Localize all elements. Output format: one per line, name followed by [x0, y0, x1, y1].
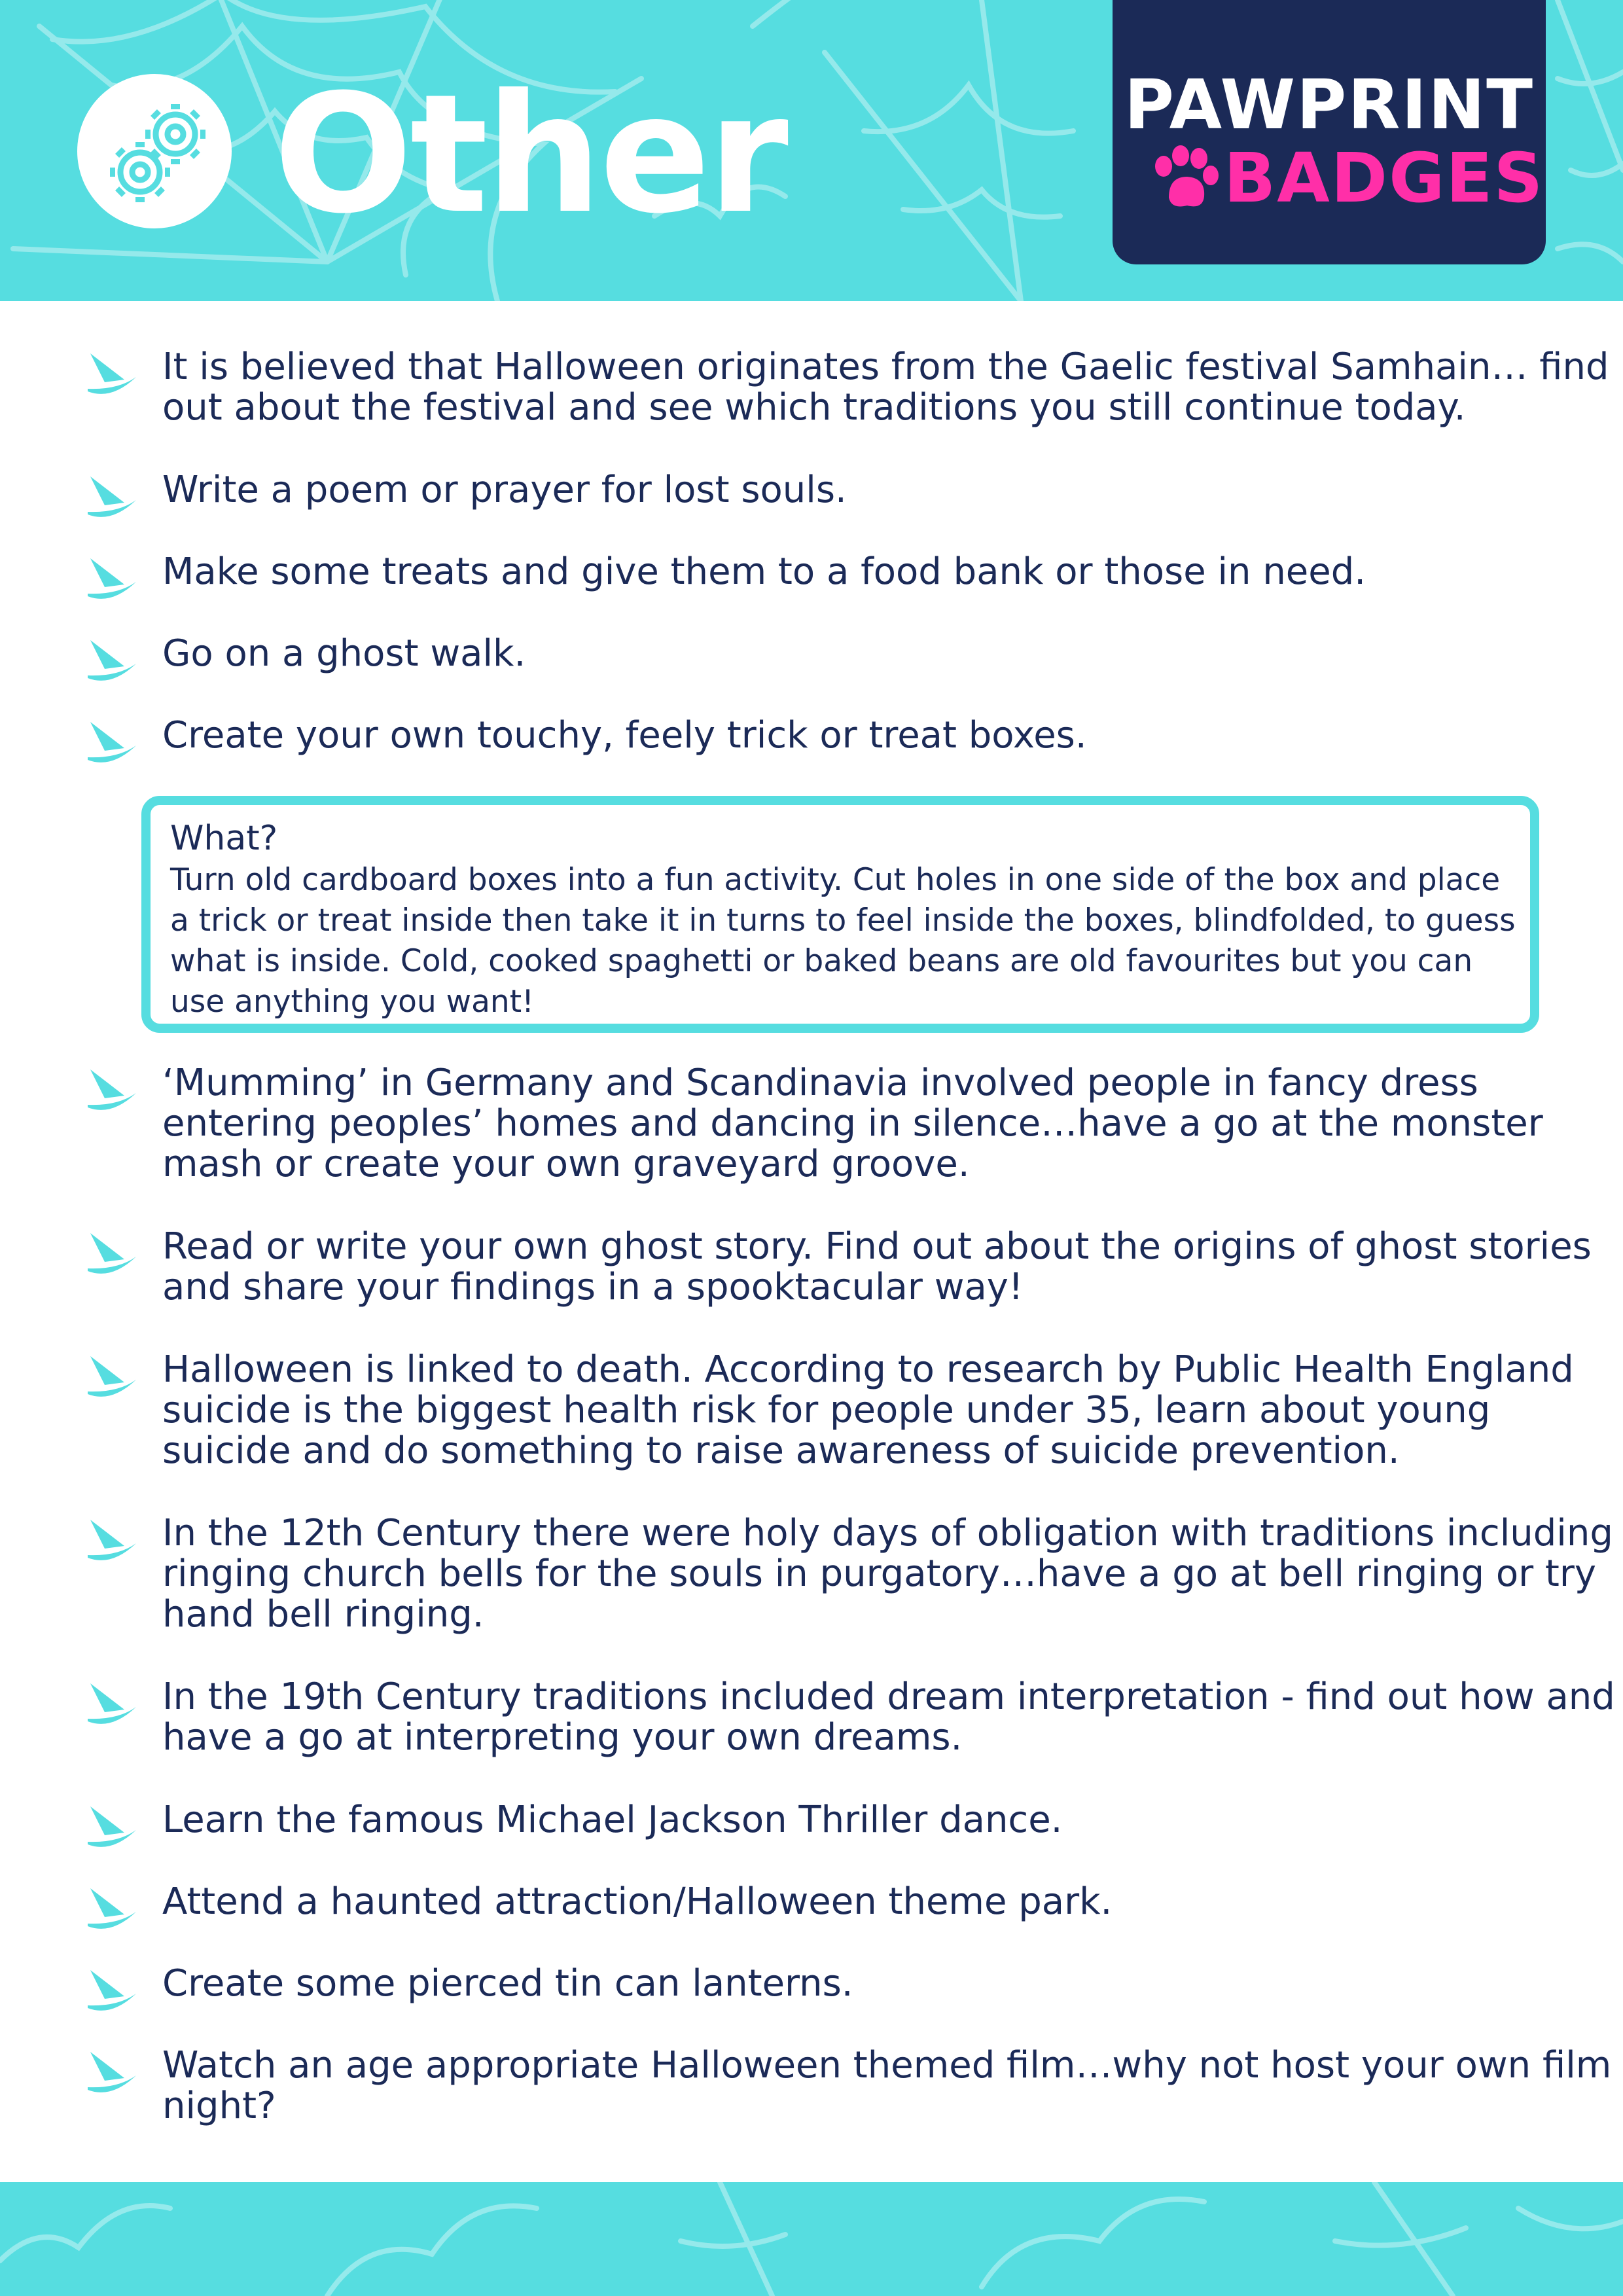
witch-hat-bullet-icon [85, 1801, 140, 1856]
item-text: In the 19th Century traditions included dream interpretation - find out how and have a go at interpreting your own dreams. [162, 1676, 1615, 1759]
logo-text-top: PAWPRINT [1124, 65, 1535, 145]
item-text: Watch an age appropriate Halloween themed film…why not host your own film night? [162, 2044, 1612, 2127]
item-text: In the 12th Century there were holy days of obligation with traditions including ringing church bells for the souls in purgatory…have a go at bell ringing or try hand bell ringing. [162, 1512, 1613, 1636]
item-text: Go on a ghost walk. [162, 632, 526, 675]
item-text: Write a poem or prayer for lost souls. [162, 469, 847, 511]
item-text: Learn the famous Michael Jackson Thriller dance. [162, 1799, 1063, 1841]
gears-icon [77, 74, 232, 228]
item-text: Read or write your own ghost story. Find out about the origins of ghost stories and share your findings in a spooktacular way! [162, 1225, 1592, 1308]
logo-text-bottom: BADGES [1224, 138, 1544, 218]
witch-hat-bullet-icon [85, 1883, 140, 1938]
witch-hat-bullet-icon [85, 553, 140, 608]
witch-hat-bullet-icon [85, 1515, 140, 1570]
item-text: Create some pierced tin can lanterns. [162, 1962, 853, 2005]
what-info-box [141, 796, 1539, 1033]
witch-hat-bullet-icon [85, 1965, 140, 2020]
item-text: It is believed that Halloween originates from the Gaelic festival Samhain… find out about the festival and see which traditions you still continue today. [162, 346, 1609, 429]
witch-hat-bullet-icon [85, 635, 140, 690]
page-title: Other [274, 59, 786, 249]
spiderweb-decoration [0, 2182, 1623, 2296]
footer-banner [0, 2182, 1623, 2296]
paw-icon [1149, 145, 1221, 211]
item-text: Halloween is linked to death. According to research by Public Health England suicide is the biggest health risk for people under 35, learn about young suicide and do something to raise awareness of suicide prevention. [162, 1348, 1574, 1472]
pawprint-badges-logo [1113, 0, 1546, 264]
item-text: ‘Mumming’ in Germany and Scandinavia involved people in fancy dress entering peoples’ homes and dancing in silence…have a go at the monster mash or create your own graveyard groove. [162, 1062, 1543, 1185]
header-banner [0, 0, 1623, 301]
what-label: What? [170, 819, 278, 858]
witch-hat-bullet-icon [85, 1678, 140, 1733]
witch-hat-bullet-icon [85, 717, 140, 772]
item-text: Create your own touchy, feely trick or treat boxes. [162, 714, 1087, 757]
item-text: Make some treats and give them to a food bank or those in need. [162, 550, 1366, 593]
witch-hat-bullet-icon [85, 348, 140, 403]
witch-hat-bullet-icon [85, 1064, 140, 1119]
witch-hat-bullet-icon [85, 471, 140, 526]
witch-hat-bullet-icon [85, 1351, 140, 1406]
witch-hat-bullet-icon [85, 2047, 140, 2102]
item-text: Attend a haunted attraction/Halloween theme park. [162, 1880, 1113, 1923]
what-body: Turn old cardboard boxes into a fun activity. Cut holes in one side of the box and place a trick or treat inside then take it in turns to feel inside the boxes, blindfolded, to guess what is inside. Cold, cooked spaghetti or baked beans are old favourites but you can use anything you want! [170, 862, 1516, 1020]
witch-hat-bullet-icon [85, 1228, 140, 1283]
